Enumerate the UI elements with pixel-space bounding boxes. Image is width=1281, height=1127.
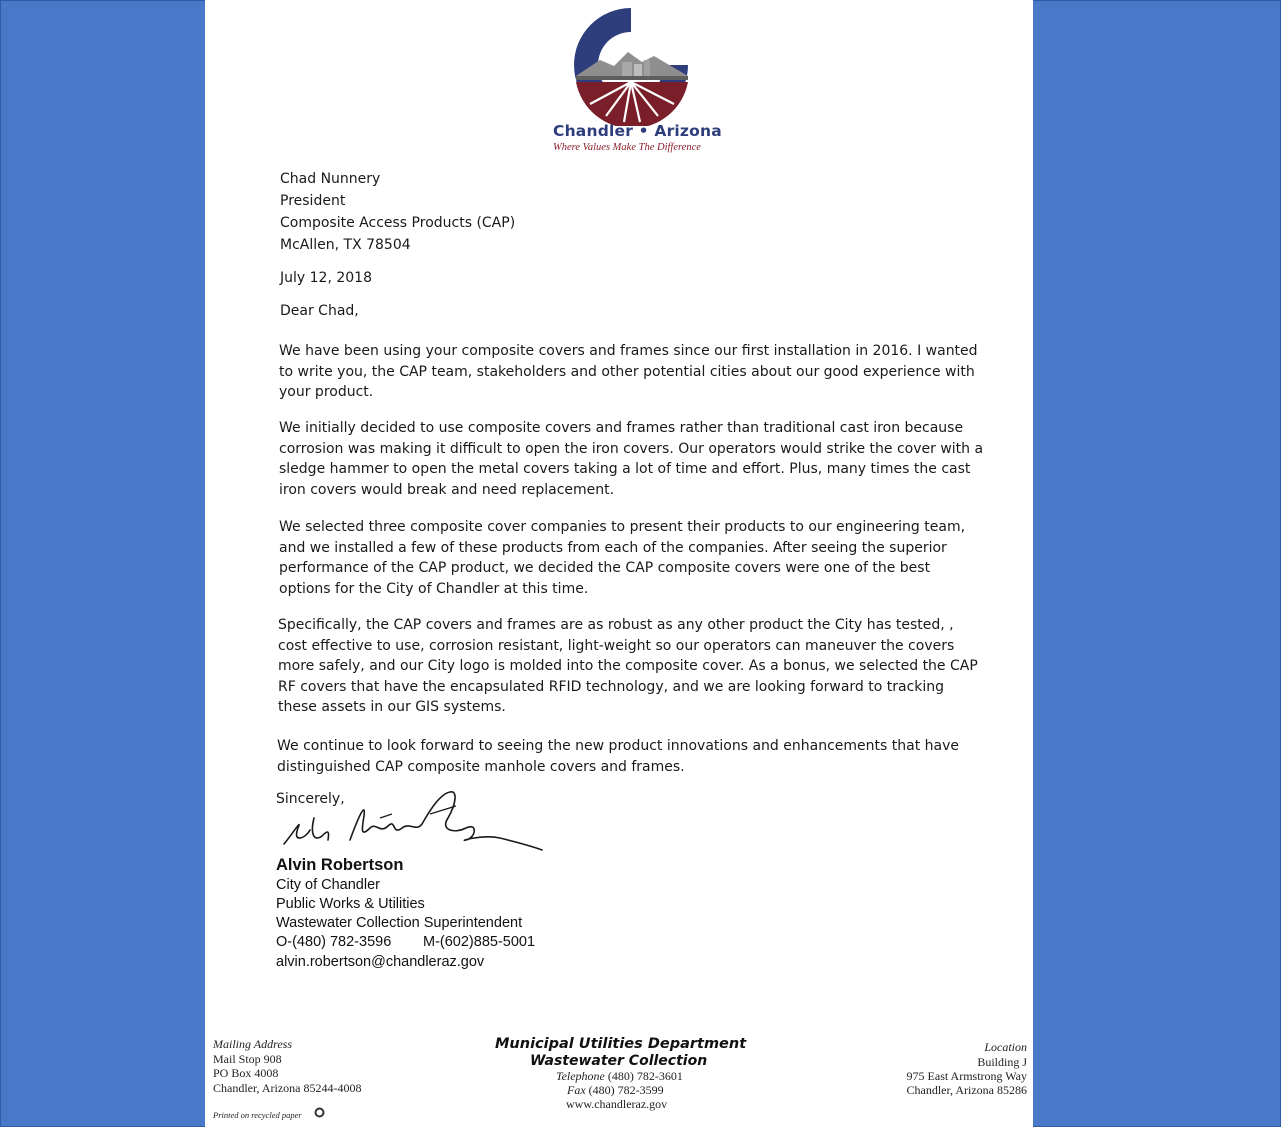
telephone-label: Telephone [556, 1069, 605, 1083]
mailing-line-2: PO Box 4008 [213, 1066, 279, 1080]
chandler-logo [570, 4, 693, 126]
closing: Sincerely, [276, 791, 345, 807]
signer-name: Alvin Robertson [276, 856, 404, 874]
location-heading: Location [984, 1040, 1027, 1054]
signer-dept: Public Works & Utilities [276, 896, 425, 912]
letter-page [205, 0, 1033, 1127]
website-link[interactable]: www.chandleraz.gov [566, 1097, 668, 1111]
paragraph-2: We initially decided to use composite covers and frames rather than traditional cast iron because corrosion was making it difficult to open the iron covers. Our operators would strike the cover with a sledge hammer to open the metal covers taking a lot of time and effort. Plus, many times the cast iron covers would break and need replacement. [279, 420, 984, 498]
recipient-city: McAllen, TX 78504 [280, 237, 411, 253]
mailing-line-3: Chandler, Arizona 85244-4008 [213, 1081, 362, 1095]
paragraph-5: We continue to look forward to seeing the new product innovations and enhancements that have distinguished CAP composite manhole covers and frames. [277, 738, 959, 775]
paragraph-4: Specifically, the CAP covers and frames are as robust as any other product the City has tested, , cost effective to use, corrosion resistant, light-weight so our operators can maneuver the covers more safely, and our City logo is molded into the composite cover. As a bonus, we selected the CAP RF covers that have the encapsulated RFID technology, and we are looking forward to tracking these assets in our GIS systems. [278, 617, 978, 715]
fax-label: Fax [567, 1083, 586, 1097]
mailing-address-heading: Mailing Address [213, 1037, 293, 1051]
paragraph-3: We selected three composite cover companies to present their products to our engineering team, and we installed a few of these products from each of the companies. After seeing the superior performance of the CAP product, we decided the CAP composite covers were one of the best options for the City of Chandler at this time. [279, 519, 966, 597]
division-name: Wastewater Collection [530, 1053, 708, 1069]
location-line-1: Building J [977, 1055, 1027, 1069]
paragraph-1: We have been using your composite covers and frames since our first installation in 2016. I wanted to write you, the CAP team, stakeholders and other potential cities about our good experience with your product. [279, 343, 978, 400]
fax-number: (480) 782-3599 [588, 1083, 664, 1097]
department-name: Municipal Utilities Department [495, 1036, 747, 1052]
signer-role: Wastewater Collection Superintendent [276, 915, 523, 931]
signer-mobile-phone: M-(602)885-5001 [423, 934, 536, 950]
signer-office-phone: O-(480) 782-3596 [276, 934, 392, 950]
recycle-icon [314, 1107, 325, 1118]
recycled-note: Printed on recycled paper [213, 1110, 302, 1120]
location-line-3: Chandler, Arizona 85286 [906, 1083, 1027, 1097]
location-line-2: 975 East Armstrong Way [906, 1069, 1027, 1083]
letter-date: July 12, 2018 [280, 270, 372, 286]
mailing-line-1: Mail Stop 908 [213, 1052, 282, 1066]
brand-tagline: Where Values Make The Difference [553, 142, 701, 153]
recipient-company: Composite Access Products (CAP) [280, 215, 516, 231]
handwritten-signature [280, 788, 545, 856]
signer-email[interactable]: alvin.robertson@chandleraz.gov [276, 954, 485, 970]
telephone-number: (480) 782-3601 [607, 1069, 683, 1083]
salutation: Dear Chad, [280, 303, 359, 319]
signer-org: City of Chandler [276, 877, 380, 893]
recipient-name: Chad Nunnery [280, 171, 381, 187]
recipient-title: President [280, 193, 346, 209]
brand-name: Chandler • Arizona [553, 122, 722, 140]
